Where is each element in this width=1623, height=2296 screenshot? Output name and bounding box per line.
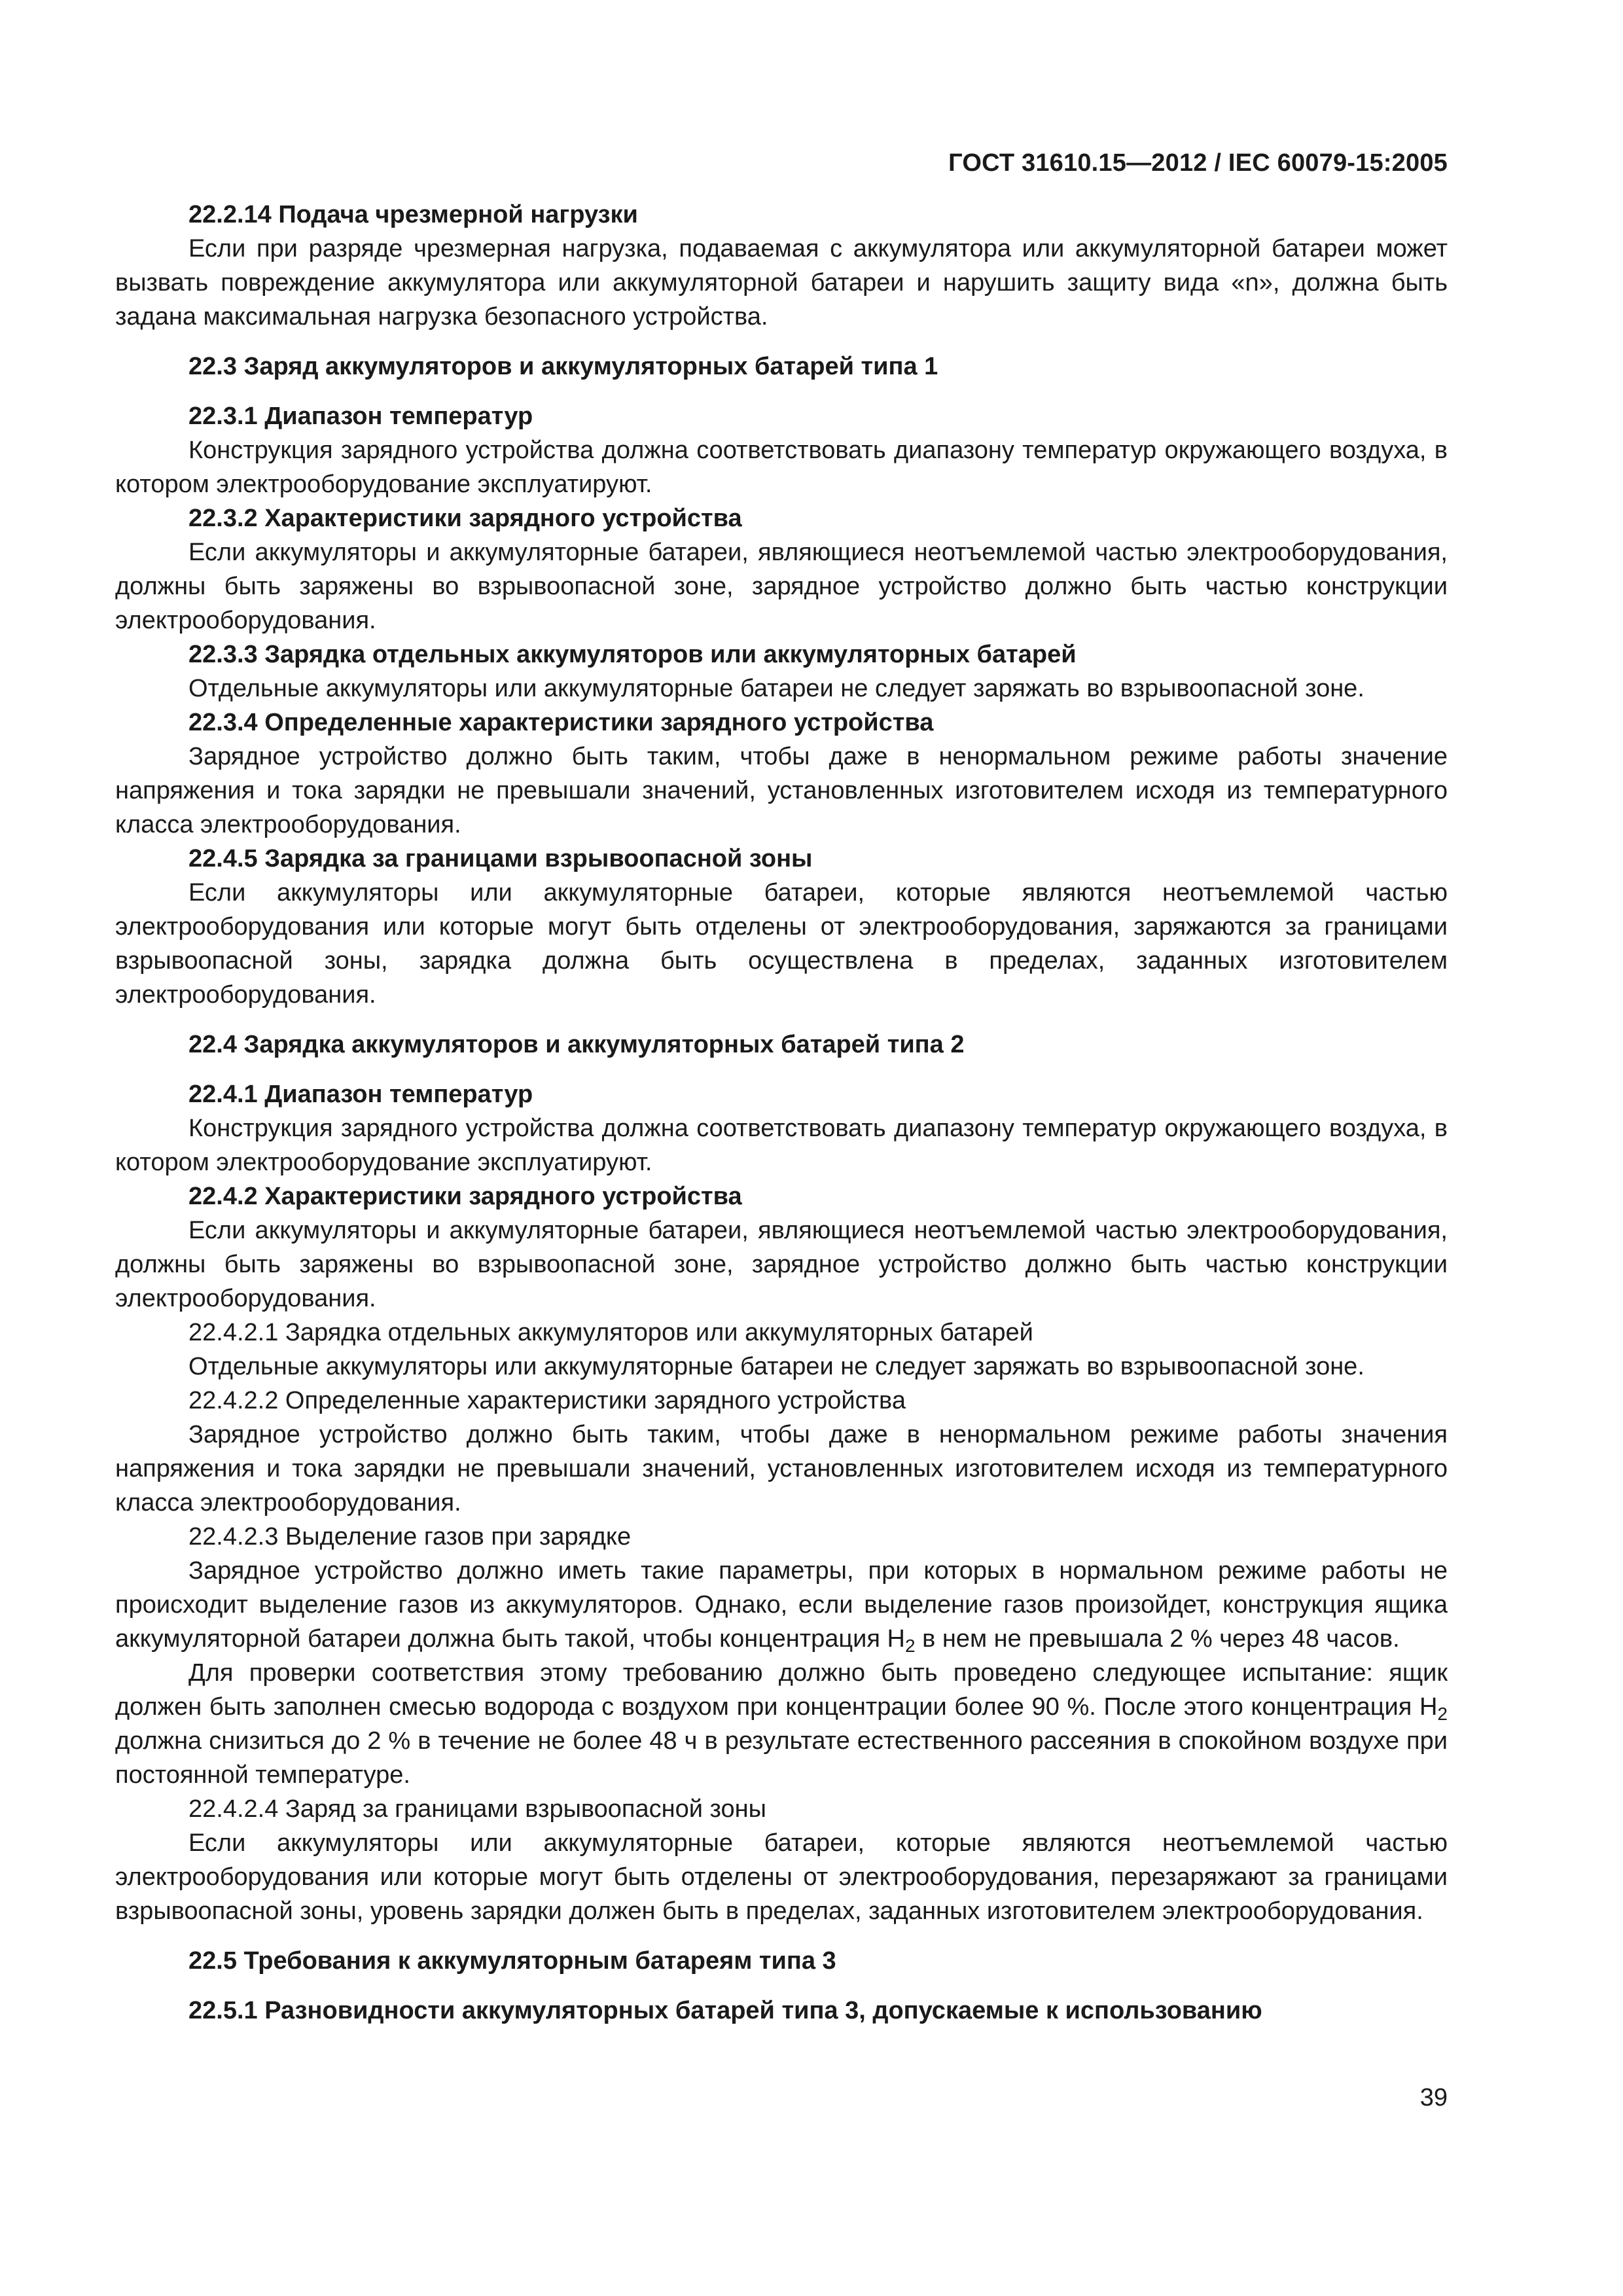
- section-heading: 22.3 Заряд аккумуляторов и аккумуляторных батарей типа 1: [188, 353, 938, 380]
- paragraph: Если аккумуляторы и аккумуляторные батареи, являющиеся неотъемлемой частью электрооборудования, должны быть заряжены во взрывоопасной зоне, зарядное устройство должно быть частью конструкции электрооборудования.: [115, 539, 1448, 634]
- paragraph: Зарядное устройство должно быть таким, чтобы даже в ненормальном режиме работы значения напряжения и тока зарядки не превышали значений, установленных изготовителем исходя из температурного класса электрооборудования.: [115, 1421, 1448, 1516]
- section-spacer: [115, 1928, 1448, 1944]
- section-heading: 22.3.1 Диапазон температур: [188, 403, 533, 430]
- page-number: 39: [1419, 2084, 1448, 2111]
- section-heading: 22.5.1 Разновидности аккумуляторных батарей типа 3, допускаемые к использованию: [188, 1997, 1262, 2024]
- section-heading: 22.5 Требования к аккумуляторным батареям типа 3: [188, 1947, 836, 1975]
- paragraph: Зарядное устройство должно иметь такие параметры, при которых в нормальном режиме работы не происходит выделение газов из аккумуляторов. Однако, если выделение газов произойдет, конструкция ящика аккумуляторной батареи должна быть такой, чтобы концентрация $H_2$ в нем не превышала 2 % через 48 часов.: [115, 1557, 1448, 1656]
- section-spacer: [115, 1012, 1448, 1028]
- paragraph: Конструкция зарядного устройства должна соответствовать диапазону температур окружающего воздуха, в котором электрооборудование эксплуатируют.: [115, 437, 1448, 498]
- section-heading: 22.4.5 Зарядка за границами взрывоопасной зоны: [188, 845, 813, 872]
- section-spacer: [115, 1062, 1448, 1077]
- section-spacer: [115, 334, 1448, 350]
- paragraph: Если аккумуляторы или аккумуляторные батареи, которые являются неотъемлемой частью электрооборудования или которые могут быть отделены от электрооборудования, перезаряжают за границами взрывоопасной зоны, уровень зарядки должен быть в пределах, заданных изготовителем электрооборудования.: [115, 1829, 1448, 1925]
- paragraph: Если при разряде чрезмерная нагрузка, подаваемая с аккумулятора или аккумуляторной батареи может вызвать повреждение аккумулятора или аккумуляторной батареи и нарушить защиту вида «n», должна быть задана максимальная нагрузка безопасного устройства.: [115, 235, 1448, 331]
- paragraph: Отдельные аккумуляторы или аккумуляторные батареи не следует заряжать во взрывоопасной зоне.: [188, 1353, 1364, 1380]
- paragraph: Если аккумуляторы или аккумуляторные батареи, которые являются неотъемлемой частью электрооборудования или которые могут быть отделены от электрооборудования, заряжаются за границами взрывоопасной зоны, зарядка должна быть осуществлена в пределах, заданных изготовителем электрооборудования.: [115, 879, 1448, 1009]
- section-spacer: [115, 1978, 1448, 1994]
- subsection-heading: 22.4.2.4 Заряд за границами взрывоопасной зоны: [188, 1795, 766, 1823]
- paragraph: Если аккумуляторы и аккумуляторные батареи, являющиеся неотъемлемой частью электрооборудования, должны быть заряжены во взрывоопасной зоне, зарядное устройство должно быть частью конструкции электрооборудования.: [115, 1217, 1448, 1312]
- section-heading: 22.2.14 Подача чрезмерной нагрузки: [188, 201, 638, 228]
- subsection-heading: 22.4.2.2 Определенные характеристики зарядного устройства: [188, 1387, 906, 1414]
- paragraph: Для проверки соответствия этому требованию должно быть проведено следующее испытание: ящик должен быть заполнен смесью водорода с воздухом при концентрации более 90 %. После этого концентрация $H_2$ должна снизиться до 2 % в течение не более 48 ч в результате естественного рассеяния в спокойном воздухе при постоянной температуре.: [115, 1659, 1448, 1789]
- subsection-heading: 22.4.2.1 Зарядка отдельных аккумуляторов или аккумуляторных батарей: [188, 1319, 1033, 1346]
- section-heading: 22.3.3 Зарядка отдельных аккумуляторов или аккумуляторных батарей: [188, 641, 1077, 668]
- document-body: [115, 198, 1448, 2028]
- paragraph: Отдельные аккумуляторы или аккумуляторные батареи не следует заряжать во взрывоопасной зоне.: [188, 675, 1364, 702]
- section-heading: 22.4.1 Диапазон температур: [188, 1081, 533, 1108]
- section-heading: 22.3.4 Определенные характеристики зарядного устройства: [188, 709, 934, 736]
- paragraph: Конструкция зарядного устройства должна соответствовать диапазону температур окружающего воздуха, в котором электрооборудование эксплуатируют.: [115, 1115, 1448, 1176]
- section-heading: 22.4.2 Характеристики зарядного устройства: [188, 1183, 742, 1210]
- section-spacer: [115, 384, 1448, 399]
- paragraph: Зарядное устройство должно быть таким, чтобы даже в ненормальном режиме работы значение напряжения и тока зарядки не превышали значений, установленных изготовителем исходя из температурного класса электрооборудования.: [115, 743, 1448, 838]
- section-heading: 22.3.2 Характеристики зарядного устройства: [188, 505, 742, 532]
- standard-header: ГОСТ 31610.15—2012 / IEC 60079-15:2005: [948, 149, 1448, 177]
- subsection-heading: 22.4.2.3 Выделение газов при зарядке: [188, 1523, 632, 1551]
- section-heading: 22.4 Зарядка аккумуляторов и аккумуляторных батарей типа 2: [188, 1031, 965, 1058]
